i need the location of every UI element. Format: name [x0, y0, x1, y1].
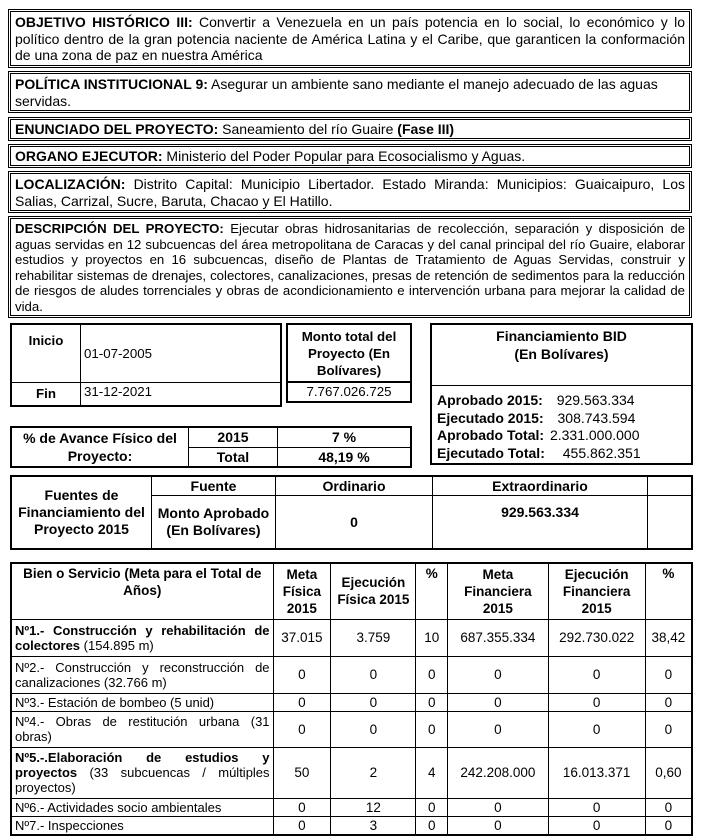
bid-title: Financiamiento BID: [496, 328, 627, 344]
politica-label: POLÍTICA INSTITUCIONAL 9:: [15, 76, 208, 92]
descripcion-label: DESCRIPCIÓN DEL PROYECTO:: [15, 221, 224, 236]
inicio-value: 01-07-2005: [81, 324, 198, 382]
bienes-description-text: Nº2.- Construcción y reconstrucción de canalizaciones (32.766 m): [15, 659, 270, 690]
bienes-value-cell: 0: [548, 711, 645, 747]
fuentes-header: Fuentes de Financiamiento del Proyecto 2015: [11, 476, 152, 549]
avance-total-value: 48,19 %: [278, 447, 412, 467]
inicio-label: Inicio: [11, 324, 81, 382]
bienes-value-cell: 38,42: [645, 619, 692, 656]
localizacion-text: Distrito Capital: Municipio Libertador. Estado Miranda: Municipios: Guaicaipuro, Los Salias, Carrizal, Sucre, Baruta, Chacao y El Hatillo.: [15, 176, 685, 209]
bienes-description: [11, 747, 273, 798]
bienes-header-cell: %: [416, 563, 448, 619]
objetivo-label: OBJETIVO HISTÓRICO III:: [15, 14, 193, 30]
bienes-value-cell: 0: [645, 693, 692, 711]
enunciado-label: ENUNCIADO DEL PROYECTO:: [15, 121, 219, 137]
bienes-description: [11, 693, 273, 711]
bienes-value-cell: 0: [548, 798, 645, 816]
bienes-description-bold: Nº1.- Construcción y rehabilitación de colectores: [15, 622, 270, 653]
bid-row-value: 308.743.594: [553, 409, 636, 426]
bienes-value-cell: 3.759: [331, 619, 416, 656]
bid-row-value: 455.862.351: [558, 444, 641, 461]
bienes-value-cell: 0: [331, 693, 416, 711]
politica-institucional-box: [10, 73, 690, 111]
bienes-value-cell: 0: [548, 656, 645, 693]
bienes-value-cell: 0: [331, 711, 416, 747]
monto-aprobado-label: Monto Aprobado (En Bolívares): [152, 496, 276, 549]
bienes-description: [11, 816, 273, 835]
bienes-value-cell: 0: [448, 693, 549, 711]
bid-row-label: Aprobado 2015:: [437, 392, 543, 408]
enunciado-box: [10, 119, 690, 139]
bienes-value-cell: 0: [448, 798, 549, 816]
bienes-description-text: Nº4.- Obras de restitución urbana (31 obras): [15, 714, 270, 744]
bienes-servicios-table: [10, 562, 693, 836]
financiamiento-bid-box: [430, 323, 693, 465]
bienes-value-cell: 0: [645, 656, 692, 693]
bienes-value-cell: 0: [448, 711, 549, 747]
bid-row-value: 2.331.000.000: [546, 427, 640, 443]
bienes-description: [11, 798, 273, 816]
bid-row: [437, 445, 641, 463]
bienes-value-cell: 0: [273, 711, 331, 747]
fuentes-financiamiento-table: [10, 475, 693, 550]
bid-row: [437, 410, 641, 428]
descripcion-text: Ejecutar obras hidrosanitarias de recolección, separación y disposición de aguas servidas en 12 subcuencas del área metropolitana de Caracas y del canal principal del río Guaire, elaborar estudios y proyectos en 16 subcuencas, diseño de Plantas de Tratamiento de Aguas Servidas, construir y rehabilitar sistemas de drenajes, colectores, canalizaciones, presas de retención de sedimentos para la reducción de riesgos de aludes torrenciales y obras de acondicionamiento e intervención urbana para mejorar la calidad de vida.: [15, 221, 685, 314]
bienes-value-cell: 242.208.000: [448, 747, 549, 798]
bienes-value-cell: 0: [273, 798, 331, 816]
bienes-header-cell: Meta Física 2015: [273, 563, 331, 619]
fechas-table: [10, 323, 282, 407]
bienes-description-bold: Nº5.-.Elaboración de estudios y proyectos: [15, 750, 270, 780]
bid-row-label: Ejecutado Total:: [437, 444, 545, 461]
bienes-value-cell: 0: [273, 816, 331, 835]
organo-label: ORGANO EJECUTOR:: [15, 148, 163, 164]
bienes-value-cell: 4: [416, 747, 448, 798]
ordinario-value: 0: [276, 496, 433, 549]
organo-ejecutor-box: [10, 146, 690, 166]
bid-row-label: Ejecutado 2015:: [437, 409, 544, 426]
enunciado-fase: (Fase III): [397, 121, 455, 137]
organo-text: Ministerio del Poder Popular para Ecosocialismo y Aguas.: [162, 148, 526, 164]
monto-total-table: [286, 323, 412, 403]
bienes-value-cell: 3: [331, 816, 416, 835]
bienes-value-cell: 0: [645, 711, 692, 747]
objetivo-historico-box: [10, 11, 690, 66]
fuente-header: Fuente: [152, 476, 276, 496]
bienes-value-cell: 0: [416, 816, 448, 835]
enunciado-text: Saneamiento del río Guaire: [218, 121, 398, 137]
bienes-header-cell: Bien o Servicio (Meta para el Total de Años): [11, 563, 273, 619]
bienes-value-cell: 0: [416, 798, 448, 816]
bienes-value-cell: 12: [331, 798, 416, 816]
localizacion-label: LOCALIZACIÓN:: [15, 176, 126, 192]
bienes-description-text: Nº6.- Actividades socio ambientales: [15, 799, 222, 815]
bienes-value-cell: 0: [416, 656, 448, 693]
bienes-description-text: (154.895 m): [80, 637, 154, 653]
bid-row-value: 929.563.334: [552, 392, 635, 408]
bienes-value-cell: 0: [416, 711, 448, 747]
localizacion-box: [10, 173, 690, 211]
bienes-header-cell: %: [645, 563, 692, 619]
avance-2015-value: 7 %: [278, 427, 412, 447]
avance-total-label: Total: [189, 447, 278, 467]
fin-label: Fin: [11, 382, 81, 406]
bienes-value-cell: 37.015: [273, 619, 331, 656]
bienes-value-cell: 2: [331, 747, 416, 798]
bienes-value-cell: 16.013.371: [548, 747, 645, 798]
bienes-description: [11, 619, 273, 656]
monto-total-value: 7.767.026.725: [287, 382, 411, 402]
bienes-header-cell: Ejecución Financiera 2015: [548, 563, 645, 619]
bienes-value-cell: 0: [416, 693, 448, 711]
bienes-value-cell: 0: [273, 656, 331, 693]
bienes-header-cell: Meta Financiera 2015: [448, 563, 549, 619]
bienes-row: [11, 816, 692, 835]
bienes-value-cell: 10: [416, 619, 448, 656]
bienes-header-cell: Ejecución Física 2015: [331, 563, 416, 619]
bid-subtitle: (En Bolívares): [514, 346, 609, 362]
bienes-value-cell: 687.355.334: [448, 619, 549, 656]
bienes-row: [11, 747, 692, 798]
bienes-value-cell: 0: [548, 816, 645, 835]
bid-row: [437, 392, 641, 410]
extraordinario-header: Extraordinario: [433, 476, 648, 496]
bienes-description: [11, 711, 273, 747]
extraordinario-value: 929.563.334: [433, 496, 648, 549]
bienes-row: [11, 619, 692, 656]
bienes-description-text: Nº3.- Estación de bombeo (5 unid): [15, 694, 215, 710]
bid-row: [437, 427, 641, 445]
bienes-value-cell: 0: [448, 816, 549, 835]
monto-total-label: Monto total del Proyecto (En Bolívares): [287, 324, 411, 382]
bienes-row: [11, 693, 692, 711]
bienes-row: [11, 711, 692, 747]
bienes-row: [11, 798, 692, 816]
avance-fisico-table: [10, 426, 412, 468]
bienes-value-cell: 50: [273, 747, 331, 798]
bienes-value-cell: 0: [645, 798, 692, 816]
politica-text: Asegurar un ambiente sano mediante el manejo adecuado de las aguas servidas.: [15, 76, 658, 109]
bienes-value-cell: 0: [548, 693, 645, 711]
bienes-value-cell: 292.730.022: [548, 619, 645, 656]
bid-row-label: Aprobado Total:: [437, 427, 545, 443]
ordinario-header: Ordinario: [276, 476, 433, 496]
avance-year: 2015: [189, 427, 278, 447]
bienes-value-cell: 0,60: [645, 747, 692, 798]
bienes-value-cell: 0: [331, 656, 416, 693]
bienes-description-text: Nº7.- Inspecciones: [15, 817, 124, 833]
avance-label: % de Avance Físico del Proyecto:: [11, 427, 189, 467]
fin-value: 31-12-2021: [81, 382, 198, 406]
bienes-description: [11, 656, 273, 693]
descripcion-box: [10, 218, 690, 316]
bienes-value-cell: 0: [448, 656, 549, 693]
bienes-description-text: (33 subcuencas / múltiples proyectos): [15, 765, 270, 795]
bienes-value-cell: 0: [645, 816, 692, 835]
bienes-value-cell: 0: [273, 693, 331, 711]
bienes-row: [11, 656, 692, 693]
objetivo-text: Convertir a Venezuela en un país potencia en lo social, lo económico y lo político dentro de la gran potencia naciente de América Latina y el Caribe, que garanticen la conformación de una zona de paz en nuestra América: [15, 14, 685, 63]
